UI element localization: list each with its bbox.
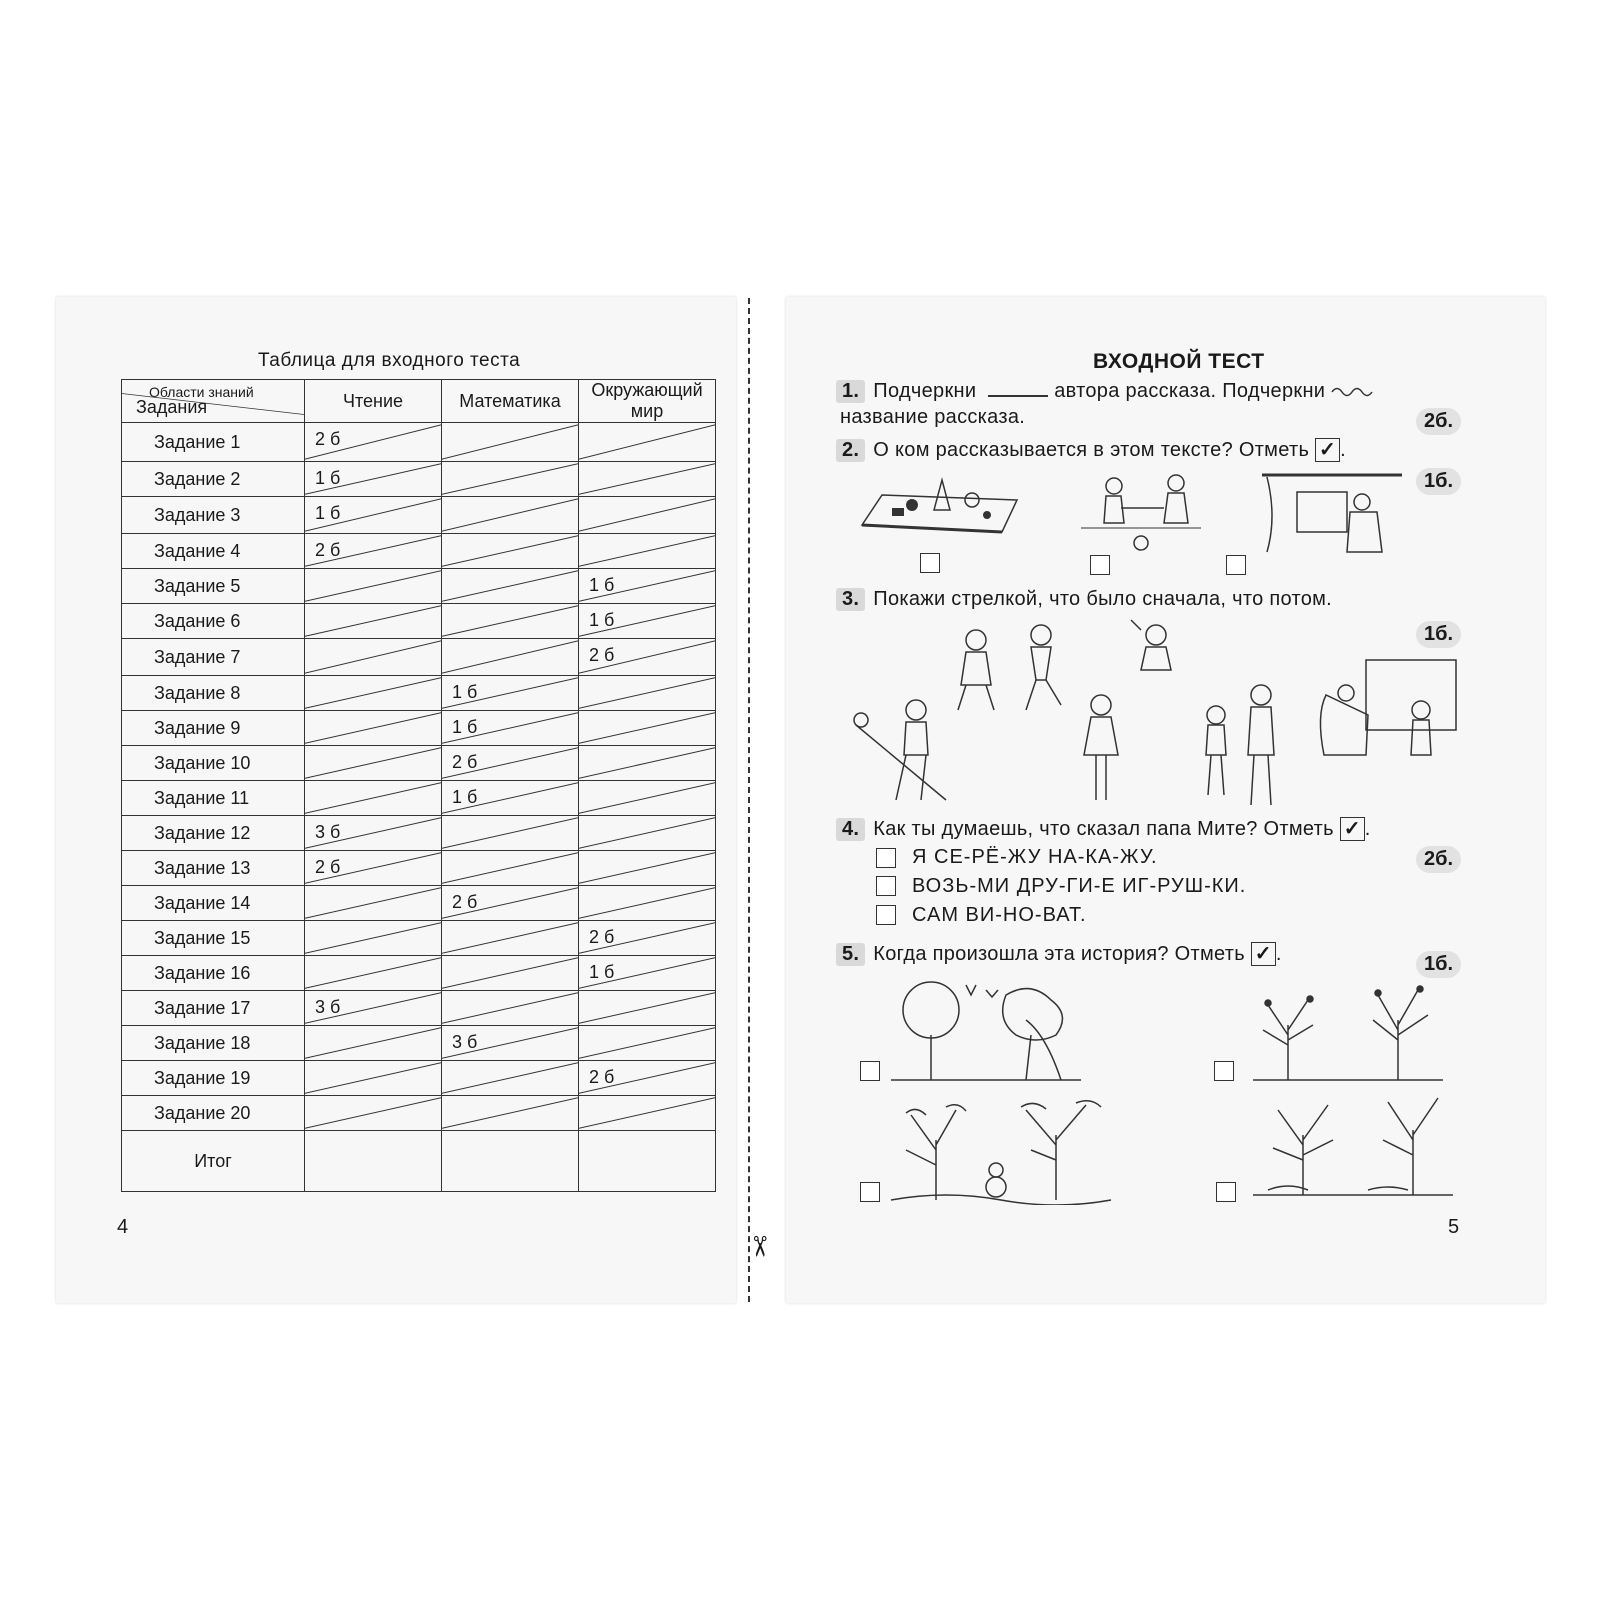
cell-diagonal (442, 991, 578, 1025)
cell-diagonal (442, 639, 578, 675)
cell-diagonal (579, 991, 715, 1025)
header-areas-label: Области знаний (149, 384, 254, 400)
table-row (122, 639, 716, 676)
question-1-part2: автора рассказа. Подчеркни (1054, 380, 1326, 402)
q4-checkbox-1[interactable] (876, 848, 896, 868)
score-cell-reading (305, 921, 442, 956)
header-tasks-label: Задания (136, 397, 208, 417)
children-playing-picture (1076, 468, 1206, 558)
score-cell-reading (305, 569, 442, 604)
cell-diagonal (442, 462, 578, 496)
question-4: 4. Как ты думаешь, что сказал папа Мите? Отметь ✓ . (836, 816, 1371, 841)
score-cell-reading (305, 886, 442, 921)
score-cell-math (442, 569, 579, 604)
score-cell-math (442, 956, 579, 991)
header-reading: Чтение (305, 380, 442, 423)
table-row (122, 569, 716, 604)
table-row (122, 1096, 716, 1131)
score-cell-world (579, 851, 716, 886)
task-name-cell: Задание 20 (122, 1096, 305, 1131)
score-value: 1 б (589, 962, 615, 982)
question-4-number: 4. (836, 818, 865, 841)
score-value: 1 б (315, 468, 341, 488)
table-row (122, 423, 716, 462)
q2-checkbox-3[interactable] (1226, 555, 1246, 575)
cell-diagonal (579, 1096, 715, 1130)
score-cell-reading (305, 1096, 442, 1131)
cell-diagonal (442, 604, 578, 638)
score-value: 1 б (452, 682, 478, 702)
q4-option-3: САМ ВИ-НО-ВАТ. (912, 904, 1087, 926)
cell-diagonal (579, 816, 715, 850)
toys-on-rug-picture (852, 470, 1022, 540)
checkmark-icon: ✓ (1315, 438, 1340, 462)
q4-checkbox-3[interactable] (876, 905, 896, 925)
question-3-text: Покажи стрелкой, что было сначала, что потом. (873, 588, 1333, 610)
cell-diagonal (305, 569, 441, 603)
score-cell-math (442, 1061, 579, 1096)
score-cell-world (579, 886, 716, 921)
table-total-row (122, 1131, 716, 1192)
table-row (122, 816, 716, 851)
cell-diagonal (305, 1061, 441, 1095)
score-value: 2 б (452, 752, 478, 772)
question-2: 2. О ком рассказывается в этом тексте? Отметь ✓ . (836, 437, 1346, 462)
task-name-cell: Задание 17 (122, 991, 305, 1026)
table-row (122, 921, 716, 956)
winter-trees-picture (886, 1095, 1116, 1205)
score-value: 2 б (315, 540, 341, 560)
cell-diagonal (305, 886, 441, 920)
score-value: 2 б (452, 892, 478, 912)
score-cell-reading (305, 676, 442, 711)
score-cell-math (442, 423, 579, 462)
score-cell-math (442, 781, 579, 816)
q5-checkbox-1[interactable] (860, 1061, 880, 1081)
task-name-cell: Задание 10 (122, 746, 305, 781)
table-row (122, 604, 716, 639)
q2-checkbox-1[interactable] (920, 553, 940, 573)
score-cell-math (442, 1096, 579, 1131)
question-1-number: 1. (836, 380, 865, 403)
cell-diagonal (442, 534, 578, 568)
table-header-row (122, 380, 716, 423)
cell-diagonal (442, 423, 578, 461)
task-name-cell: Задание 4 (122, 534, 305, 569)
question-4-text: Как ты думаешь, что сказал папа Мите? Отметь (873, 818, 1334, 840)
score-cell-reading (305, 1026, 442, 1061)
score-value: 2 б (589, 927, 615, 947)
table-row (122, 886, 716, 921)
story-sequence-pictures (846, 615, 1466, 815)
checkmark-icon: ✓ (1251, 942, 1276, 966)
score-value: 1 б (315, 503, 341, 523)
question-5-text: Когда произошла эта история? Отметь (873, 943, 1245, 965)
cell-diagonal (442, 956, 578, 990)
score-cell-world (579, 569, 716, 604)
task-name-cell: Задание 13 (122, 851, 305, 886)
question-3 (836, 588, 1332, 611)
task-name-cell: Задание 15 (122, 921, 305, 956)
header-world: Окружающий мир (579, 380, 716, 423)
score-value: 3 б (452, 1032, 478, 1052)
cell-diagonal (305, 604, 441, 638)
total-label-cell: Итог (122, 1131, 305, 1192)
score-cell-world (579, 423, 716, 462)
score-cell-world (579, 604, 716, 639)
score-cell-reading (305, 1061, 442, 1096)
cell-diagonal (579, 462, 715, 496)
q5-checkbox-3[interactable] (860, 1182, 880, 1202)
cell-diagonal (579, 676, 715, 710)
table-row (122, 676, 716, 711)
task-name-cell: Задание 16 (122, 956, 305, 991)
cell-diagonal (442, 569, 578, 603)
score-cell-reading (305, 423, 442, 462)
task-name-cell: Задание 7 (122, 639, 305, 676)
score-value: 3 б (315, 997, 341, 1017)
table-row (122, 462, 716, 497)
table-row (122, 1026, 716, 1061)
score-cell-world (579, 462, 716, 497)
cell-diagonal (442, 1096, 578, 1130)
scissors-icon: ✂ (744, 1234, 776, 1259)
score-value: 2 б (589, 1067, 615, 1087)
score-cell-reading (305, 462, 442, 497)
autumn-trees-picture (1248, 975, 1448, 1085)
cell-diagonal (579, 534, 715, 568)
checkmark-icon: ✓ (1340, 817, 1365, 841)
page-number-right: 5 (1448, 1216, 1460, 1238)
score-cell-reading (305, 604, 442, 639)
question-2-points: 1б. (1416, 468, 1461, 495)
cell-diagonal (442, 816, 578, 850)
score-value: 1 б (452, 717, 478, 737)
total-cell[interactable] (579, 1131, 716, 1192)
score-value: 2 б (589, 645, 615, 665)
question-1-part1: Подчеркни (873, 380, 977, 402)
score-cell-math (442, 1026, 579, 1061)
question-5-number: 5. (836, 943, 865, 966)
score-value: 1 б (589, 610, 615, 630)
cell-diagonal (442, 1061, 578, 1095)
task-name-cell: Задание 3 (122, 497, 305, 534)
score-cell-math (442, 639, 579, 676)
person-at-window-picture (1262, 472, 1402, 562)
question-5: 5. Когда произошла эта история? Отметь ✓ . (836, 941, 1282, 966)
score-cell-world (579, 746, 716, 781)
score-cell-world (579, 711, 716, 746)
cell-diagonal (579, 886, 715, 920)
task-name-cell: Задание 8 (122, 676, 305, 711)
score-cell-math (442, 604, 579, 639)
task-name-cell: Задание 19 (122, 1061, 305, 1096)
score-cell-world (579, 781, 716, 816)
score-cell-world (579, 1096, 716, 1131)
question-1 (836, 380, 1377, 403)
table-row (122, 497, 716, 534)
task-name-cell: Задание 12 (122, 816, 305, 851)
question-3-number: 3. (836, 588, 865, 611)
cell-diagonal (442, 851, 578, 885)
score-cell-world (579, 921, 716, 956)
table-row (122, 746, 716, 781)
cell-diagonal (305, 676, 441, 710)
score-cell-reading (305, 639, 442, 676)
score-value: 3 б (315, 822, 341, 842)
score-cell-world (579, 1026, 716, 1061)
table-row (122, 956, 716, 991)
score-cell-math (442, 462, 579, 497)
underline-sample (988, 395, 1048, 397)
cell-diagonal (579, 497, 715, 533)
cell-diagonal (579, 423, 715, 461)
table-title: Таблица для входного теста (258, 350, 521, 371)
cell-diagonal (579, 711, 715, 745)
q2-checkbox-2[interactable] (1090, 555, 1110, 575)
summer-trees-picture (886, 975, 1086, 1085)
score-value: 1 б (452, 787, 478, 807)
cell-diagonal (442, 921, 578, 955)
task-name-cell: Задание 14 (122, 886, 305, 921)
score-cell-math (442, 886, 579, 921)
question-5-points: 1б. (1416, 951, 1461, 978)
score-cell-world (579, 534, 716, 569)
cell-diagonal (442, 497, 578, 533)
cell-diagonal (305, 746, 441, 780)
task-name-cell: Задание 11 (122, 781, 305, 816)
q4-option-1: Я СЕ-РЁ-ЖУ НА-КА-ЖУ. (912, 846, 1158, 868)
wavy-underline-icon (1331, 383, 1377, 397)
task-name-cell: Задание 18 (122, 1026, 305, 1061)
cell-diagonal (305, 956, 441, 990)
cell-diagonal (305, 1026, 441, 1060)
score-cell-reading (305, 711, 442, 746)
task-name-cell: Задание 5 (122, 569, 305, 604)
task-name-cell: Задание 9 (122, 711, 305, 746)
cell-diagonal (579, 781, 715, 815)
q5-checkbox-4[interactable] (1216, 1182, 1236, 1202)
cell-diagonal (579, 1026, 715, 1060)
total-cell[interactable] (305, 1131, 442, 1192)
score-value: 2 б (315, 857, 341, 877)
score-cell-math (442, 921, 579, 956)
table-row (122, 711, 716, 746)
score-cell-reading (305, 781, 442, 816)
table-row (122, 781, 716, 816)
cell-diagonal (579, 851, 715, 885)
score-table (121, 379, 716, 1192)
score-cell-reading (305, 746, 442, 781)
cut-line (748, 298, 750, 1302)
header-corner-cell (122, 380, 305, 423)
cell-diagonal (579, 746, 715, 780)
score-cell-math (442, 746, 579, 781)
question-3-points: 1б. (1416, 621, 1461, 648)
score-cell-world (579, 991, 716, 1026)
spring-trees-picture (1248, 1090, 1458, 1202)
question-1-line2: название рассказа. (840, 406, 1026, 428)
score-cell-world (579, 956, 716, 991)
cell-diagonal (305, 639, 441, 675)
table-row (122, 1061, 716, 1096)
q4-checkbox-2[interactable] (876, 876, 896, 896)
total-cell[interactable] (442, 1131, 579, 1192)
score-cell-reading (305, 991, 442, 1026)
header-math: Математика (442, 380, 579, 423)
score-cell-reading (305, 497, 442, 534)
cell-diagonal (305, 781, 441, 815)
table-row (122, 991, 716, 1026)
table-row (122, 851, 716, 886)
question-2-number: 2. (836, 439, 865, 462)
score-cell-math (442, 711, 579, 746)
score-cell-world (579, 1061, 716, 1096)
score-cell-math (442, 816, 579, 851)
page-number-left: 4 (117, 1216, 129, 1238)
score-cell-math (442, 851, 579, 886)
score-cell-math (442, 534, 579, 569)
score-cell-reading (305, 816, 442, 851)
score-cell-reading (305, 534, 442, 569)
score-cell-reading (305, 956, 442, 991)
q4-option-2: ВОЗЬ-МИ ДРУ-ГИ-Е ИГ-РУШ-КИ. (912, 875, 1247, 897)
test-title: ВХОДНОЙ ТЕСТ (1093, 350, 1265, 373)
score-cell-math (442, 991, 579, 1026)
score-cell-world (579, 639, 716, 676)
task-name-cell: Задание 2 (122, 462, 305, 497)
question-4-points: 2б. (1416, 846, 1461, 873)
question-1-points: 2б. (1416, 408, 1461, 435)
score-value: 1 б (589, 575, 615, 595)
q5-checkbox-2[interactable] (1214, 1061, 1234, 1081)
score-cell-world (579, 816, 716, 851)
table-row (122, 534, 716, 569)
cell-diagonal (305, 1096, 441, 1130)
score-cell-world (579, 497, 716, 534)
score-cell-reading (305, 851, 442, 886)
score-cell-math (442, 676, 579, 711)
score-value: 2 б (315, 429, 341, 449)
task-name-cell: Задание 6 (122, 604, 305, 639)
cell-diagonal (305, 711, 441, 745)
score-cell-world (579, 676, 716, 711)
question-2-text: О ком рассказывается в этом тексте? Отметь (873, 439, 1310, 461)
task-name-cell: Задание 1 (122, 423, 305, 462)
cell-diagonal (305, 921, 441, 955)
score-cell-math (442, 497, 579, 534)
